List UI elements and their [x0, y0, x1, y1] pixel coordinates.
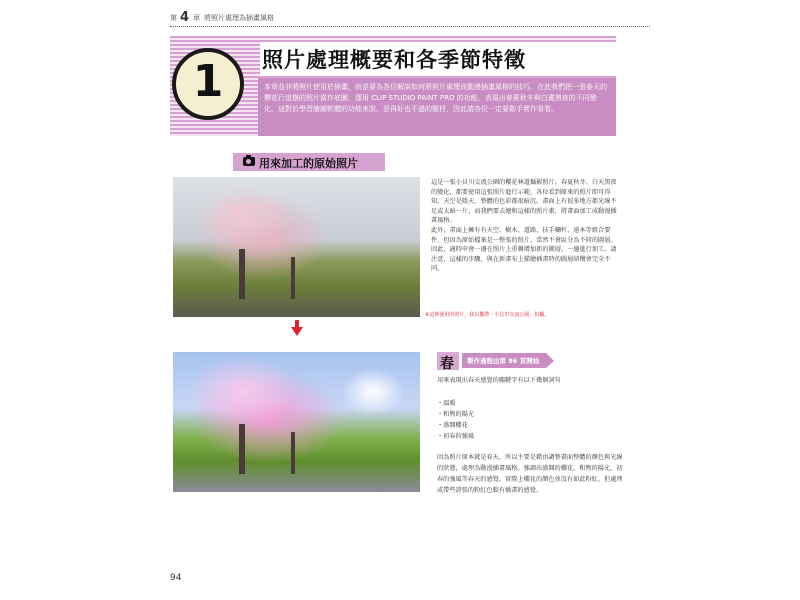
section-title-block — [170, 36, 616, 136]
header-divider — [170, 26, 650, 27]
list-item: ・溫暖 — [437, 400, 456, 407]
season-badge — [437, 352, 459, 370]
page-reference-tag — [462, 353, 546, 368]
intro-box — [258, 78, 616, 136]
running-header — [170, 10, 650, 26]
original-photo-label-text: 用來加工的原始照片 — [259, 157, 358, 170]
tree-trunk — [291, 432, 295, 474]
paragraph: 此外，畫面上擁有有天空、樹木、道路、扶手欄杆、遠本等組合要件，但因為原始檔案是一整張的照片，當然不會區分為不同的圖層。因此，適時申會一邊在照片上重疊增加新的圖層，一邊進行加工。請注意，這樣的步驟，與在新畫布上描繪插畫時的圖層結構會完全不同。 — [431, 226, 617, 273]
spring-intro: 用來表現出春天感覺的關鍵字有以下幾個詞句 — [437, 377, 561, 384]
camera-icon — [243, 157, 255, 166]
list-item: ・盛開櫻花 — [437, 422, 468, 429]
section-number: 1 — [192, 56, 224, 107]
season-label: 春 — [440, 356, 454, 372]
tree-trunk — [239, 424, 245, 474]
photo-note: ※這裡使用的照片，我以攜帶「小貝川交流公園」拍攝。 — [425, 312, 550, 318]
page-number: 94 — [170, 573, 182, 583]
list-item: ・初春的強風 — [437, 433, 475, 440]
section-number-badge — [172, 48, 244, 120]
original-photo-label — [233, 153, 385, 171]
chapter-number: 4 — [180, 10, 190, 25]
tree-trunk — [239, 249, 245, 299]
chapter-prefix: 第 — [170, 14, 177, 22]
list-item: ・和煦的陽光 — [437, 411, 475, 418]
intro-text: 本章並非將照片使用於插畫，而是要為各位解說如何將照片處理成動漫插畫風格的技巧。在此我們把一張春天的櫻花行道樹的照片當作底圖，運用 CLIP STUDIO PAINT PRO 的功能，表現出春夏秋冬與白晝黑夜的不同變化。這對於學習繪圖軟體的功能來說，是再好也不過的題材，因此請各位一定要動手實作看看。 — [264, 83, 607, 113]
spring-body-text: 因為照片原本就是春天，所以主要是藉由調整畫面整體的顏色與光線的狀態，處理為動漫插畫風格。強調出盛開的櫻花、和煦的陽光、初春的強風等春天的感覺。實際上櫻花的顏色並沒有如此粉紅，但處理成帶些誇張的粉紅色較有插畫的感覺。 — [437, 454, 623, 494]
paragraph: 這是一張小貝川交流公園的櫻花林道攝影照片。春夏秋冬、白天黑夜的變化，都要使用這張照片進行示範，各位看到原來的照片即可得知，天空是陰天，整體的色彩都很暗沉。畫面上有很多地方都光線不足或太暗一片，而我們要去繪和這樣的照片素，將畫面加工成動漫插畫風格。 — [431, 179, 617, 225]
page-reference-text: 製作過程由第 96 頁開始 — [467, 357, 540, 365]
original-photo-description — [431, 178, 621, 274]
spring-photo — [173, 352, 420, 492]
chapter-suffix: 章 — [193, 14, 200, 22]
original-photo — [173, 177, 420, 317]
keyword-list — [437, 398, 474, 442]
tree-trunk — [291, 257, 295, 299]
chapter-title: 將照片處理為插畫風格 — [204, 14, 274, 22]
page-title: 照片處理概要和各季節特徵 — [262, 48, 526, 72]
arrow-down-icon — [291, 327, 303, 336]
